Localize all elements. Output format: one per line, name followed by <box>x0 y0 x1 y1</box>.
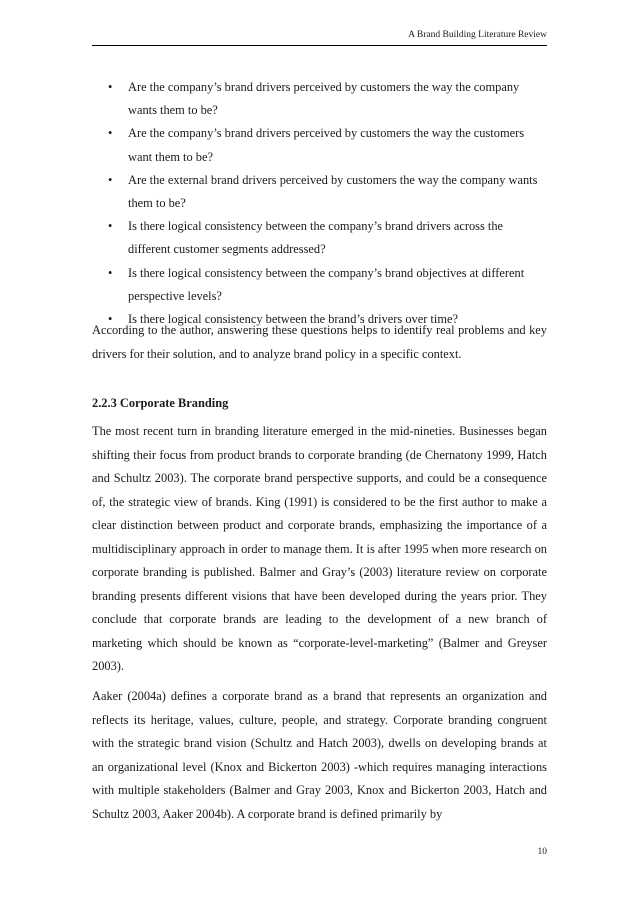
bullet-icon: • <box>108 219 113 234</box>
list-item <box>92 169 547 215</box>
list-item-text: Is there logical consistency between the company’s brand objectives at different perspective levels? <box>128 265 525 303</box>
bullet-icon: • <box>108 126 113 141</box>
bullet-icon: • <box>108 312 113 327</box>
section-heading: 2.2.3 Corporate Branding <box>92 396 229 410</box>
list-item-text: Are the company’s brand drivers perceived by customers the way the customers want them to be? <box>128 126 525 164</box>
list-item-text: Is there logical consistency between the company’s brand drivers across the different customer segments addressed? <box>128 219 504 257</box>
running-header: A Brand Building Literature Review <box>92 30 547 46</box>
page-number: 10 <box>537 847 547 857</box>
list-item-text: Are the external brand drivers perceived by customers the way the company wants them to be? <box>128 172 538 211</box>
bullet-icon: • <box>108 80 113 94</box>
bullet-icon: • <box>108 265 113 280</box>
list-item <box>92 122 547 168</box>
list-item <box>92 215 547 261</box>
paragraph-summary: According to the author, answering these questions helps to identify real problems and key drivers for their solution, and to analyze brand policy in a specific context. <box>92 323 547 361</box>
list-item-text: Is there logical consistency between the brand’s drivers over time? <box>128 312 458 327</box>
list-item <box>92 76 547 122</box>
bullet-icon: • <box>108 172 113 187</box>
question-list <box>92 76 547 331</box>
list-item-text: Are the company’s brand drivers perceived by customers the way the company wants them to be? <box>128 80 520 118</box>
paragraph-aaker-definition: Aaker (2004a) defines a corporate brand as a brand that represents an organization and reflects its heritage, values, culture, people, and strategy. Corporate branding congruent with the strategic brand vision (Schultz and Hatch 2003), dwells on developing brands at an organizational level (Knox and Bickerton 2003) -which requires managing interactions with multiple stakeholders (Balmer and Gray 2003, Knox and Bickerton 2003, Hatch and Schultz 2003, Aaker 2004b). A corporate brand is defined primarily by <box>92 689 547 821</box>
paragraph-corporate-branding: The most recent turn in branding literature emerged in the mid-nineties. Businesses began shifting their focus from product brands to corporate branding (de Chernatony 1999, Hatch and Schultz 2003). The corporate brand perspective supports, and could be a consequence of, the strategic view of brands. King (1991) is considered to be the first author to make a clear distinction between product and corporate brands, emphasizing the importance of a multidisciplinary approach in order to manage them. It is after 1995 when more research on corporate branding is published. Balmer and Gray’s (2003) literature review on corporate branding presents different visions that have been developed during the years prior. They conclude that corporate brands are leading to the development of a new branch of marketing which should be known as “corporate-level-marketing” (Balmer and Greyser 2003). <box>92 424 547 673</box>
list-item <box>92 262 547 308</box>
